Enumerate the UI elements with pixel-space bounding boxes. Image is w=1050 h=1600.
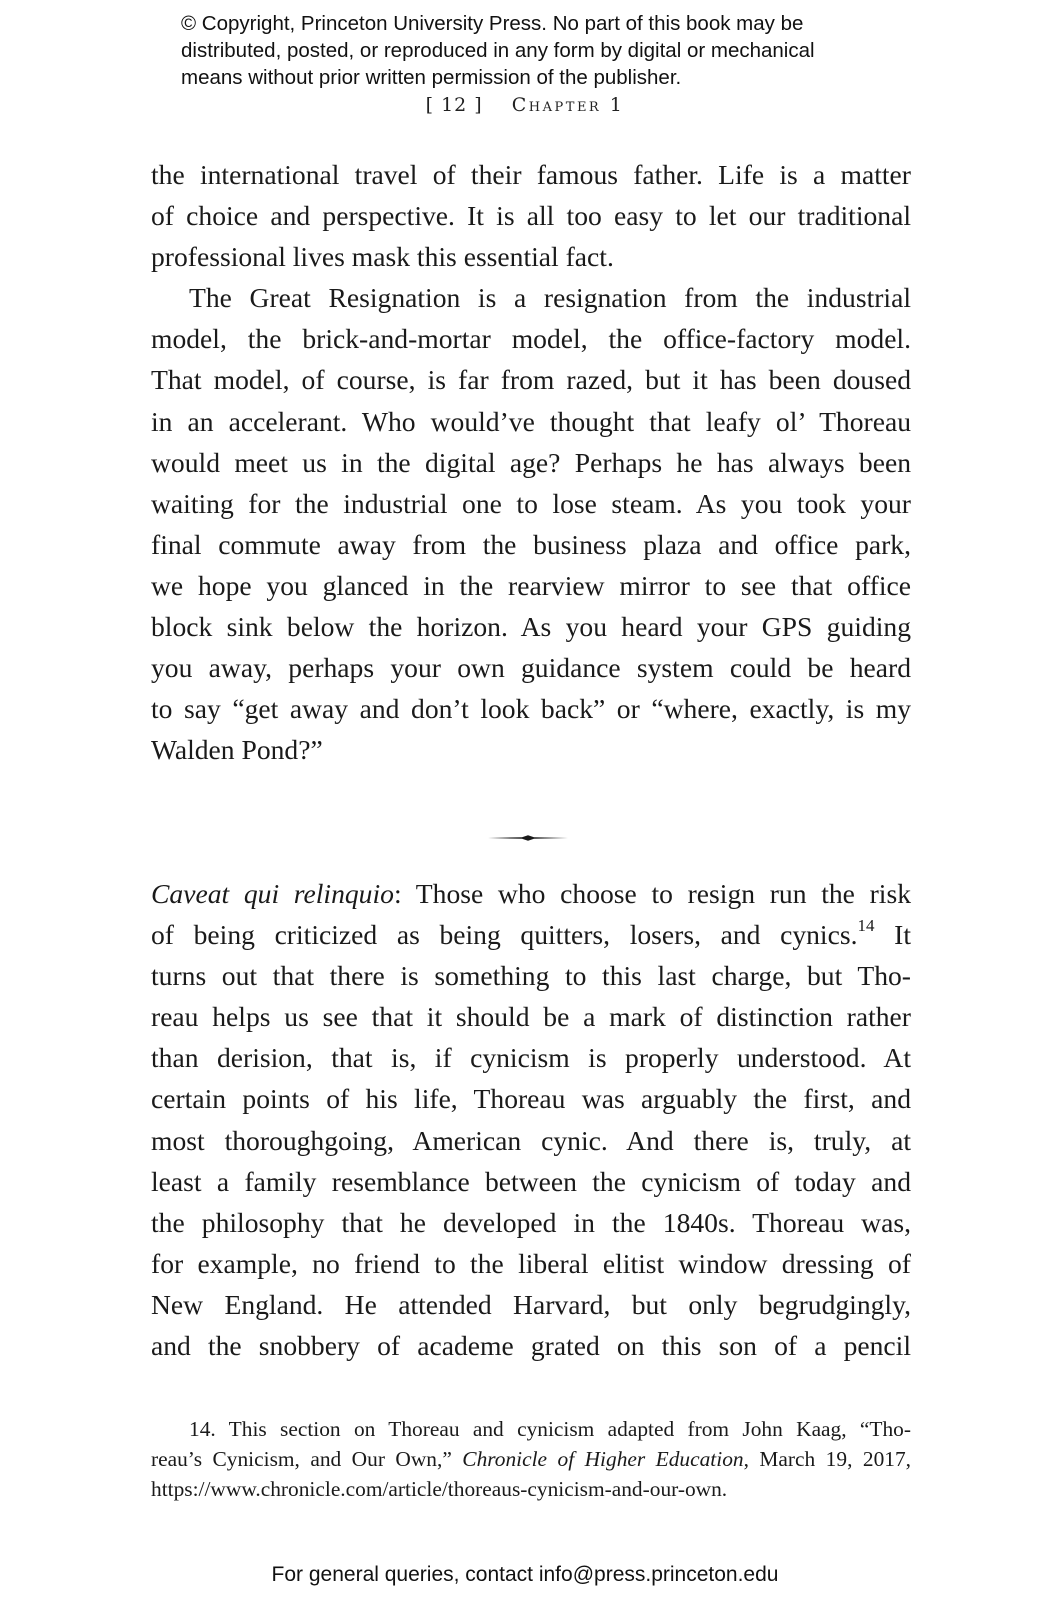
footnote-url[interactable]: https://www.chronicle.com/article/thoreaus-cynicism-and-our-own. xyxy=(151,1477,728,1501)
text-line: New England. He attended Harvard, but only begrudgingly, xyxy=(151,1288,911,1320)
text-line: to say “get away and don’t look back” or “where, exactly, is my xyxy=(151,693,911,725)
footnote-reference[interactable]: 14 xyxy=(857,915,875,935)
text-line: certain points of his life, Thoreau was arguably the first, and xyxy=(151,1083,911,1115)
text-line: professional lives mask this essential fact. xyxy=(151,241,614,273)
contact-notice: For general queries, contact info@press.princeton.edu xyxy=(271,1563,779,1586)
section-break-ornament xyxy=(488,832,568,844)
copyright-line: © Copyright, Princeton University Press. No part of this book may be xyxy=(181,12,804,35)
text-line xyxy=(151,914,911,955)
paragraph-cynicism xyxy=(151,873,911,1366)
text-line: the philosophy that he developed in the 1840s. Thoreau was, xyxy=(151,1206,911,1238)
text-line: Walden Pond?” xyxy=(151,734,323,766)
text-line: most thoroughgoing, American cynic. And there is, truly, at xyxy=(151,1124,911,1156)
text-line xyxy=(151,873,911,914)
body-text-lower xyxy=(151,873,911,1366)
text-line: turns out that there is something to this last charge, but Tho- xyxy=(151,960,911,992)
text-line: The Great Resignation is a resignation from the industrial xyxy=(189,282,911,314)
text-run: of being criticized as being quitters, losers, and cynics. xyxy=(151,919,858,951)
text-line: least a family resemblance between the cynicism of today and xyxy=(151,1165,911,1197)
text-run: It xyxy=(874,919,911,951)
text-line: in an accelerant. Who would’ve thought that leafy ol’ Thoreau xyxy=(151,405,911,437)
chapter-label: Chapter 1 xyxy=(511,94,625,116)
paragraph-continued xyxy=(151,154,911,277)
text-line: and the snobbery of academe grated on this son of a pencil xyxy=(151,1330,911,1362)
text-run: : Those who choose to resign run the risk xyxy=(393,878,911,909)
publication-title: Chronicle of Higher Education xyxy=(462,1447,744,1471)
text-line: you away, perhaps your own guidance system could be heard xyxy=(151,652,911,684)
copyright-line: means without prior written permission of the publisher. xyxy=(181,66,682,89)
copyright-notice xyxy=(181,10,901,91)
running-head xyxy=(0,94,1050,116)
text-line: block sink below the horizon. As you heard your GPS guiding xyxy=(151,611,911,643)
text-line: we hope you glanced in the rearview mirror to see that office xyxy=(151,569,911,601)
text-line: would meet us in the digital age? Perhaps he has always been xyxy=(151,446,911,478)
text-line: the international travel of their famous father. Life is a matter xyxy=(151,159,911,190)
footnote xyxy=(151,1414,911,1504)
text-line: for example, no friend to the liberal elitist window dressing of xyxy=(151,1247,911,1279)
page-number: [ 12 ] xyxy=(425,94,483,116)
copyright-line: distributed, posted, or reproduced in any form by digital or mechanical xyxy=(181,39,815,62)
footnote-line: 14. This section on Thoreau and cynicism adapted from John Kaag, “Tho- xyxy=(189,1417,911,1441)
text-line: model, the brick-and-mortar model, the office-factory model. xyxy=(151,323,911,355)
text-line: final commute away from the business plaza and office park, xyxy=(151,528,911,560)
body-text-upper xyxy=(151,154,911,770)
latin-phrase: Caveat qui relinquio xyxy=(151,878,394,909)
text-line: That model, of course, is far from razed, but it has been doused xyxy=(151,364,911,396)
text-run: reau’s Cynicism, and Our Own,” xyxy=(151,1447,463,1471)
text-line: than derision, that is, if cynicism is properly understood. At xyxy=(151,1042,911,1074)
text-line: waiting for the industrial one to lose steam. As you took your xyxy=(151,487,911,519)
paragraph-great-resignation xyxy=(151,277,911,770)
footnote-line xyxy=(151,1444,911,1474)
text-run: , March 19, 2017, xyxy=(743,1447,912,1471)
text-line: of choice and perspective. It is all too easy to let our traditional xyxy=(151,200,911,232)
text-line: reau helps us see that it should be a mark of distinction rather xyxy=(151,1001,911,1033)
